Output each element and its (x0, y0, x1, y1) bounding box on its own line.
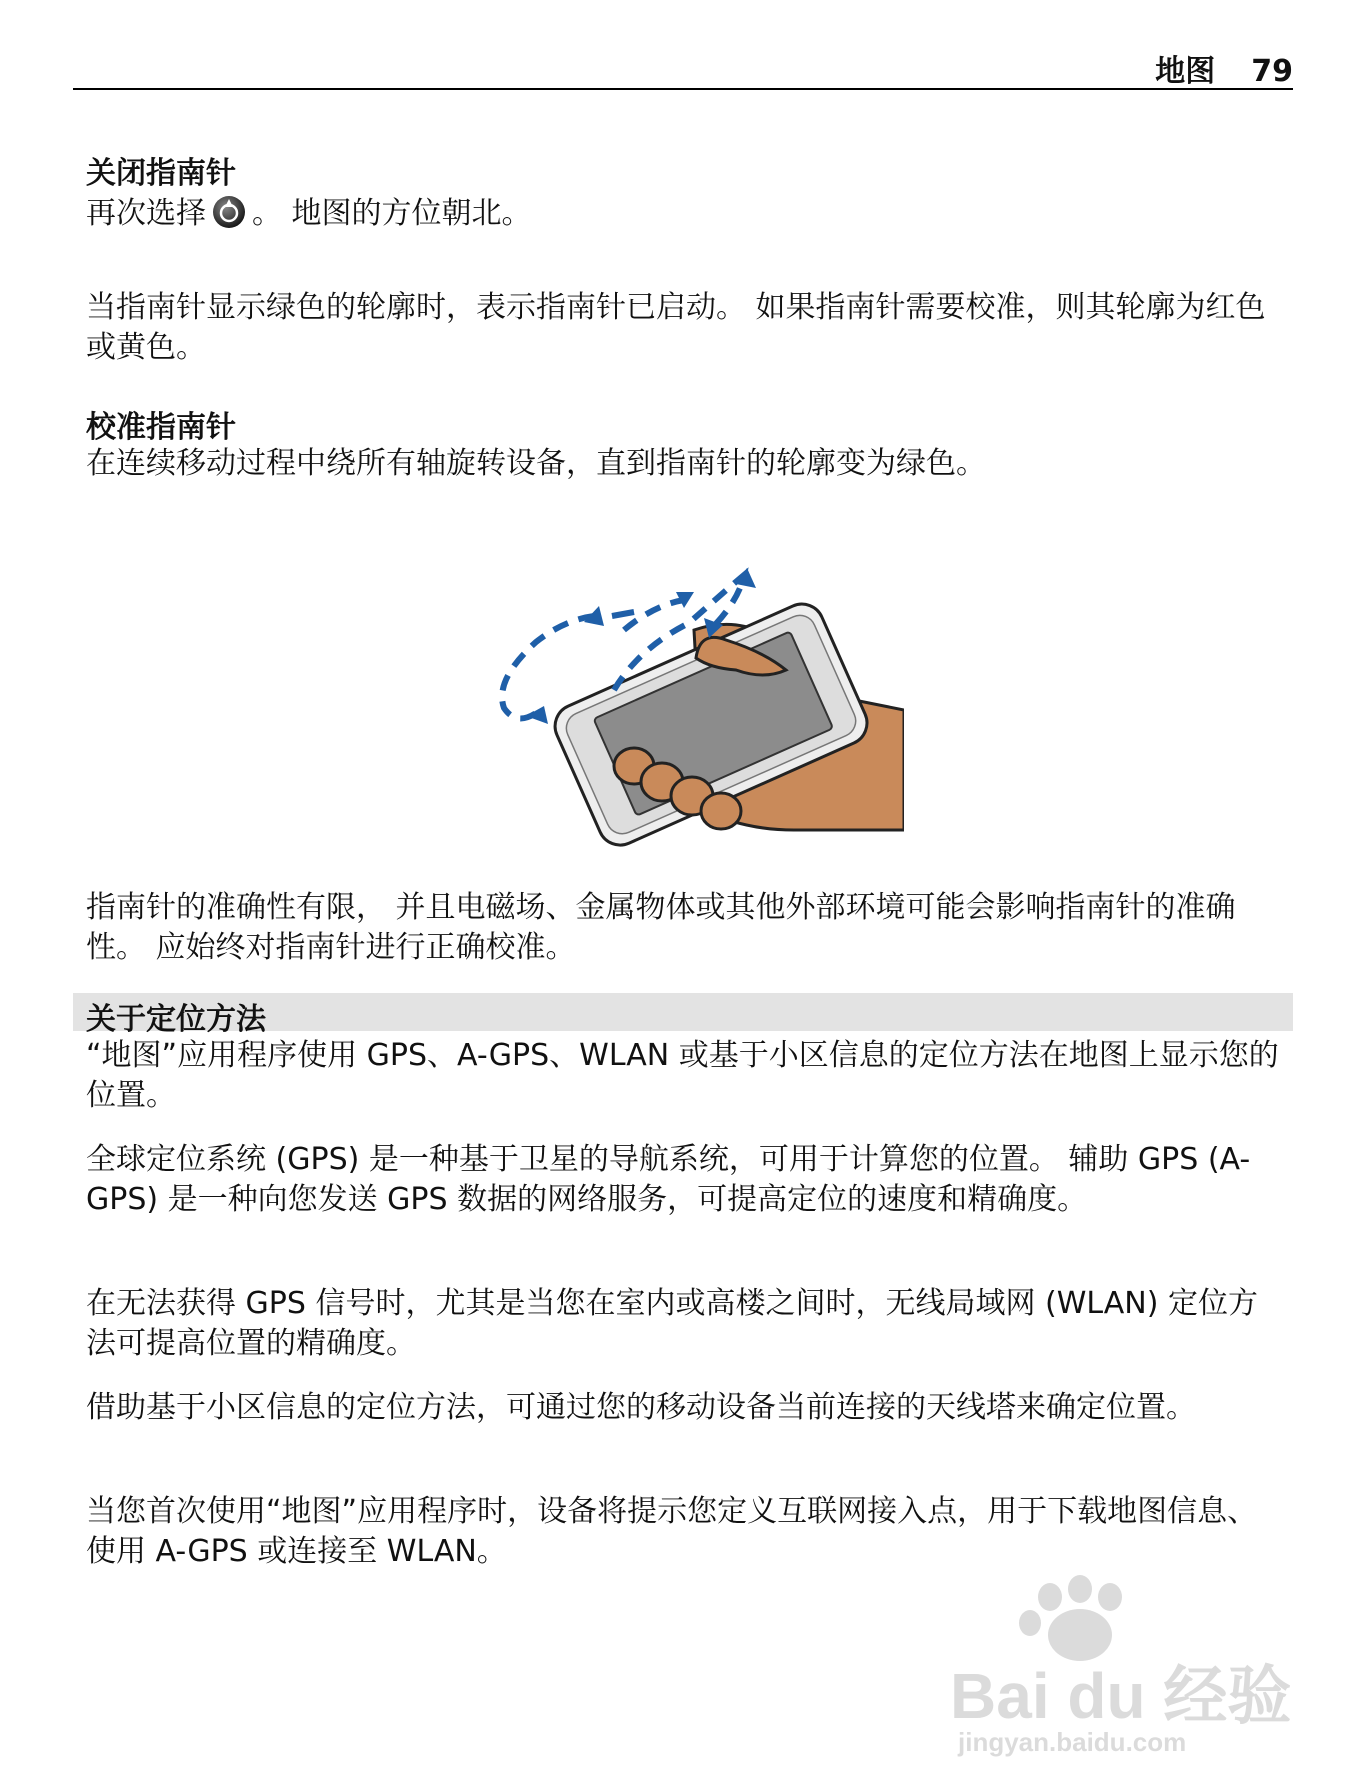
instruction-text-after: 。 地图的方位朝北。 (252, 196, 532, 231)
page-header (73, 36, 1293, 90)
positioning-paragraph-1: “地图”应用程序使用 GPS、A-GPS、WLAN 或基于小区信息的定位方法在地图上显示您的位置。 (86, 1038, 1279, 1113)
baidu-watermark (930, 1575, 1292, 1775)
chapter-title: 地图 (1155, 54, 1216, 89)
watermark-url: jingyan.baidu.com (958, 1727, 1187, 1757)
page-number: 79 (1251, 54, 1293, 89)
watermark-logo-text: Bai du 经验 (950, 1660, 1292, 1732)
compass-icon (212, 195, 246, 229)
section-bar-positioning (73, 993, 1293, 1037)
calibrate-paragraph: 在连续移动过程中绕所有轴旋转设备，直到指南针的轮廓变为绿色。 (86, 446, 986, 481)
positioning-paragraph-4: 借助基于小区信息的定位方法，可通过您的移动设备当前连接的天线塔来确定位置。 (86, 1390, 1196, 1425)
header-title-group (1155, 46, 1293, 90)
heading-calibrate-compass: 校准指南针 (86, 410, 236, 445)
heading-positioning-methods: 关于定位方法 (86, 1002, 266, 1037)
positioning-paragraph-3: 在无法获得 GPS 信号时，尤其是当您在室内或高楼之间时，无线局域网 (WLAN) 定位方法可提高位置的精确度。 (86, 1286, 1258, 1361)
instruction-text-before: 再次选择 (86, 196, 206, 231)
close-compass-instruction (86, 194, 1286, 234)
compass-status-paragraph: 当指南针显示绿色的轮廓时，表示指南针已启动。 如果指南针需要校准，则其轮廓为红色或黄色。 (86, 290, 1266, 365)
positioning-paragraph-2: 全球定位系统 (GPS) 是一种基于卫星的导航系统，可用于计算您的位置。 辅助 GPS (A-GPS) 是一种向您发送 GPS 数据的网络服务，可提高定位的速度和精确度。 (86, 1142, 1251, 1217)
heading-close-compass: 关闭指南针 (86, 156, 236, 191)
accuracy-paragraph: 指南针的准确性有限， 并且电磁场、金属物体或其他外部环境可能会影响指南针的准确性。 应始终对指南针进行正确校准。 (86, 890, 1236, 965)
calibration-illustration (464, 530, 904, 850)
positioning-paragraph-5: 当您首次使用“地图”应用程序时，设备将提示您定义互联网接入点，用于下载地图信息、使用 A-GPS 或连接至 WLAN。 (86, 1494, 1258, 1569)
